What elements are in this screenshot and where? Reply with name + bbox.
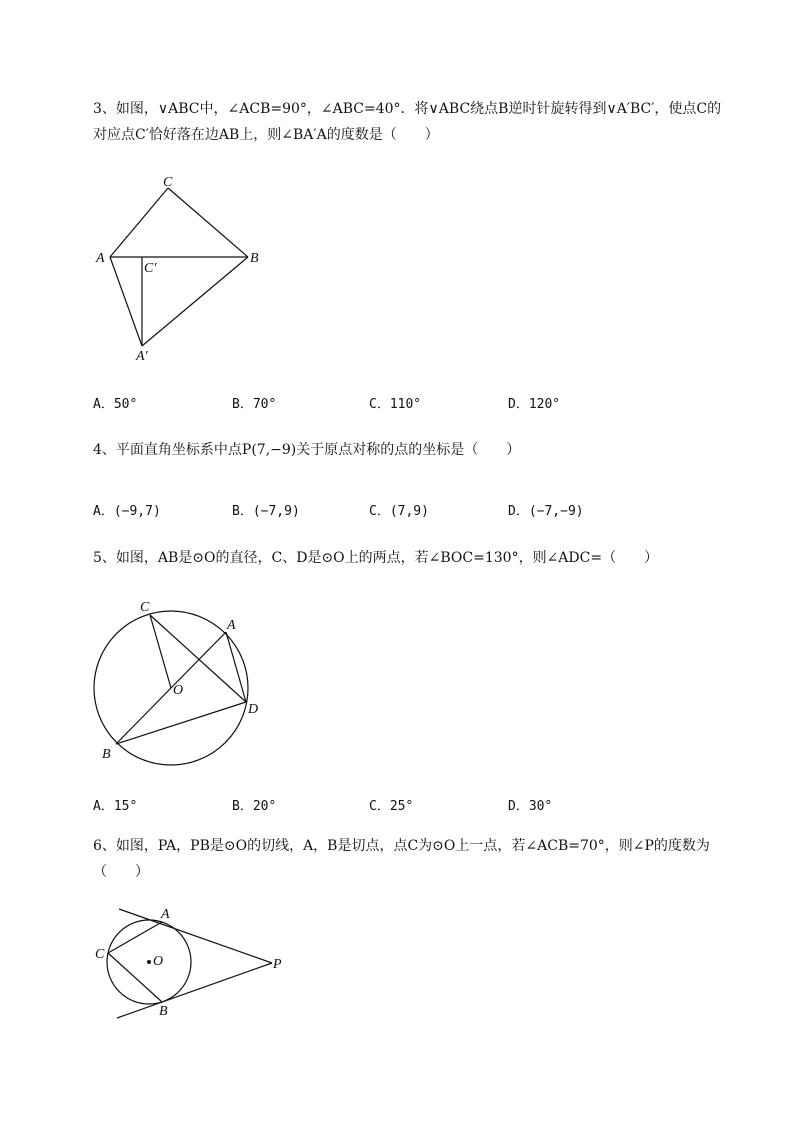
segment-CA — [108, 922, 162, 953]
segment-AD — [226, 632, 246, 702]
label-C: C — [140, 600, 150, 615]
question-5 — [93, 545, 743, 571]
question-6-stem-line1: 6、如图，PA，PB是⊙O的切线，A，B是切点，点C为⊙O上一点，若∠ACB=70°，则∠P的度数为 — [93, 838, 710, 854]
segment-BA — [116, 632, 226, 744]
option-b[interactable]: B．(−7,9) — [232, 504, 300, 519]
option-d[interactable]: D．120° — [508, 397, 561, 412]
label-O: O — [173, 683, 184, 698]
label-B: B — [102, 747, 111, 762]
question-5-figure — [88, 595, 268, 775]
question-6-stem-line2: （ ） — [93, 864, 149, 880]
option-a[interactable]: A．50° — [93, 397, 138, 412]
segment-CO — [150, 615, 171, 688]
segment-BD — [116, 702, 246, 744]
label-A: A — [161, 907, 170, 922]
option-a[interactable]: A．(−9,7) — [93, 504, 161, 519]
question-6 — [93, 833, 743, 885]
option-d[interactable]: D．30° — [508, 799, 553, 814]
segment-ApB — [142, 257, 248, 346]
option-c[interactable]: C．110° — [369, 397, 422, 412]
label-A-prime: A′ — [136, 349, 148, 364]
label-C: C — [163, 175, 173, 190]
question-3-figure — [90, 168, 270, 368]
tangent-PB — [117, 963, 272, 1018]
question-4-stem-line1: 4、平面直角坐标系中点P(7,−9)关于原点对称的点的坐标是（ ） — [93, 442, 521, 458]
label-P: P — [273, 957, 282, 972]
question-4 — [93, 437, 743, 463]
option-a[interactable]: A．15° — [93, 799, 138, 814]
tangent-PA — [119, 909, 272, 963]
label-B: B — [250, 251, 259, 266]
segment-CB — [168, 188, 248, 257]
question-4-options — [93, 500, 713, 520]
question-3-stem-line1: 3、如图，∨ABC中，∠ACB=90°，∠ABC=40°．将∨ABC绕点B逆时针旋转得到∨A′BC′，使点C的 — [93, 101, 722, 117]
center-dot — [147, 960, 151, 964]
question-3 — [93, 96, 743, 148]
label-A: A — [96, 251, 105, 266]
label-O: O — [153, 954, 164, 969]
segment-AC — [110, 188, 168, 257]
question-5-stem-line1: 5、如图，AB是⊙O的直径，C、D是⊙O上的两点，若∠BOC=130°，则∠ADC=（ ） — [93, 550, 659, 566]
option-c[interactable]: C．25° — [369, 799, 414, 814]
option-b[interactable]: B．20° — [232, 799, 277, 814]
label-D: D — [248, 702, 259, 717]
option-d[interactable]: D．(−7,−9) — [508, 504, 584, 519]
label-A: A — [227, 618, 236, 633]
question-3-stem-line2: 对应点C′恰好落在边AB上，则∠BA′A的度数是（ ） — [93, 127, 439, 143]
label-C: C — [95, 947, 105, 962]
question-5-options — [93, 795, 713, 815]
question-3-options — [93, 393, 713, 413]
question-6-figure — [92, 900, 292, 1025]
label-C-prime: C′ — [144, 261, 157, 276]
option-b[interactable]: B．70° — [232, 397, 277, 412]
option-c[interactable]: C．(7,9) — [369, 504, 429, 519]
segment-AAp — [110, 257, 142, 346]
label-B: B — [159, 1004, 168, 1019]
